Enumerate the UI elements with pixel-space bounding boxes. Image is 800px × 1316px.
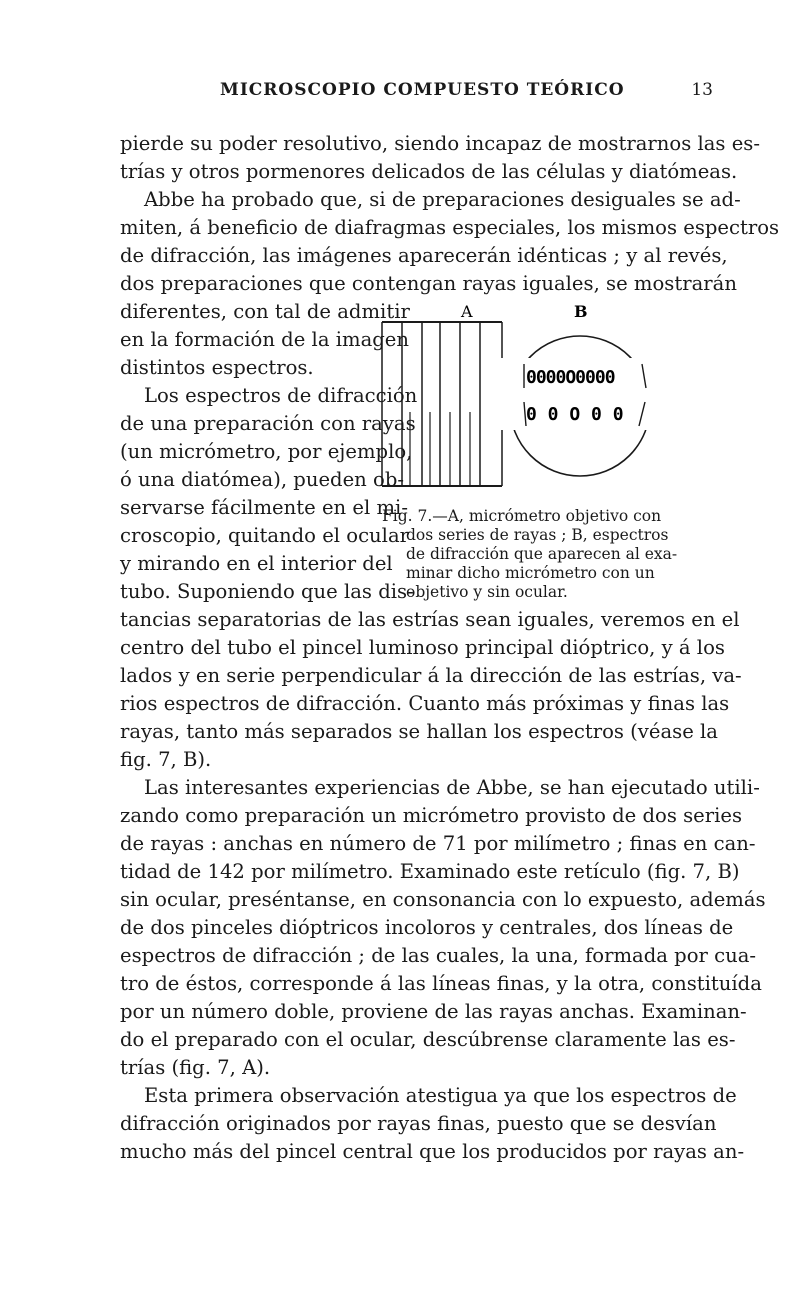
caption-line: dos series de rayas ; B, espectros bbox=[406, 526, 669, 544]
text-line: tancias separatorias de las estrías sean iguales, veremos en el bbox=[120, 608, 740, 631]
figure-7 bbox=[380, 302, 720, 512]
text-line: de difracción, las imágenes aparecerán idénticas ; y al revés, bbox=[120, 244, 728, 267]
text-line: mucho más del pincel central que los producidos por rayas an- bbox=[120, 1140, 745, 1163]
caption-line: Fig. 7.—A, micrómetro objetivo con bbox=[382, 507, 662, 525]
text-line: sin ocular, preséntanse, en consonancia con lo expuesto, además bbox=[120, 888, 766, 911]
text-line: de una preparación con rayas bbox=[120, 412, 416, 435]
text-line: y mirando en el interior del bbox=[120, 552, 393, 575]
text-line: centro del tubo el pincel luminoso principal dióptrico, y á los bbox=[120, 636, 725, 659]
text-line: Esta primera observación atestigua ya que los espectros de bbox=[144, 1084, 737, 1107]
page-number: 13 bbox=[691, 80, 713, 100]
text-line: por un número doble, proviene de las rayas anchas. Examinan- bbox=[120, 1000, 747, 1023]
caption-line: minar dicho micrómetro con un bbox=[406, 564, 655, 582]
caption-line: objetivo y sin ocular. bbox=[406, 583, 568, 601]
caption-line: de difracción que aparecen al exa- bbox=[406, 545, 678, 563]
text-line: difracción originados por rayas finas, puesto que se desvían bbox=[120, 1112, 717, 1135]
running-title: MICROSCOPIO COMPUESTO TEÓRICO bbox=[220, 80, 625, 100]
text-line: dos preparaciones que contengan rayas iguales, se mostrarán bbox=[120, 272, 737, 295]
text-line: servarse fácilmente en el mi- bbox=[120, 496, 408, 519]
text-line: de dos pinceles dióptricos incoloros y centrales, dos líneas de bbox=[120, 916, 734, 939]
text-line: trías y otros pormenores delicados de las células y diatómeas. bbox=[120, 160, 738, 183]
spectra-b bbox=[500, 336, 660, 476]
running-header bbox=[120, 80, 713, 108]
text-line: de rayas : anchas en número de 71 por milímetro ; finas en can- bbox=[120, 832, 756, 855]
text-line: croscopio, quitando el ocular bbox=[120, 524, 409, 547]
text-line: Las interesantes experiencias de Abbe, se han ejecutado utili- bbox=[144, 776, 760, 799]
text-line: Los espectros de difracción bbox=[144, 384, 418, 407]
text-line: lados y en serie perpendicular á la dirección de las estrías, va- bbox=[120, 664, 742, 687]
text-line: rayas, tanto más separados se hallan los espectros (véase la bbox=[120, 720, 718, 743]
text-line: (un micrómetro, por ejemplo, bbox=[120, 440, 413, 463]
label-a: A bbox=[461, 302, 473, 321]
text-line: tidad de 142 por milímetro. Examinado este retículo (fig. 7, B) bbox=[120, 860, 740, 883]
text-line: miten, á beneficio de diafragmas especiales, los mismos espectros bbox=[120, 216, 780, 239]
text-line: tubo. Suponiendo que las dis- bbox=[120, 580, 414, 603]
text-line: tro de éstos, corresponde á las líneas finas, y la otra, constituída bbox=[120, 972, 762, 995]
text-line: ó una diatómea), pueden ob- bbox=[120, 468, 404, 491]
spectra-row-wide: 0 0 O 0 0 bbox=[526, 404, 624, 425]
text-line: diferentes, con tal de admitir bbox=[120, 300, 410, 323]
text-line: trías (fig. 7, A). bbox=[120, 1056, 271, 1079]
micrometer-a bbox=[382, 322, 502, 486]
figure-7-drawing bbox=[380, 302, 720, 512]
text-line: en la formación de la imagen bbox=[120, 328, 410, 351]
text-line: fig. 7, B). bbox=[120, 748, 212, 771]
text-line: do el preparado con el ocular, descúbrense claramente las es- bbox=[120, 1028, 736, 1051]
text-line: pierde su poder resolutivo, siendo incapaz de mostrarnos las es- bbox=[120, 132, 760, 155]
text-line: Abbe ha probado que, si de preparaciones desiguales se ad- bbox=[144, 188, 741, 211]
text-line: zando como preparación un micrómetro provisto de dos series bbox=[120, 804, 743, 827]
label-b: B bbox=[574, 302, 588, 321]
text-line: rios espectros de difracción. Cuanto más próximas y finas las bbox=[120, 692, 730, 715]
spectra-row-fine: 0000O0000 bbox=[526, 367, 615, 388]
text-line: distintos espectros. bbox=[120, 356, 314, 379]
text-line: espectros de difracción ; de las cuales, la una, formada por cua- bbox=[120, 944, 757, 967]
